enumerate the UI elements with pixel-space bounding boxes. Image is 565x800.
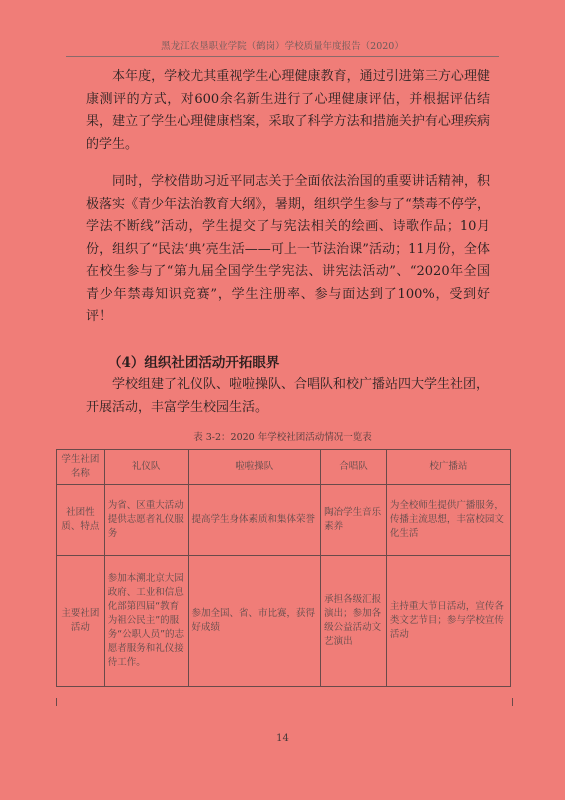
table-cell: 主要社团活动 (57, 556, 105, 687)
section-heading: （4）组织社团活动开拓眼界 (108, 355, 280, 371)
table-header-cell: 礼仪队 (104, 450, 188, 485)
table-cell: 主持重大节日活动，宣传各类文艺节目；参与学校宣传活动 (386, 556, 510, 687)
table-continuation (56, 698, 513, 706)
table-header-cell: 合唱队 (321, 450, 387, 485)
table-cell: 为全校师生提供广播服务，传播主流思想，丰富校园文化生活 (386, 485, 510, 556)
table-header-cell: 学生社团名称 (57, 450, 105, 485)
body-paragraph-3 (86, 374, 490, 419)
paragraph-text: 本年度，学校尤其重视学生心理健康教育，通过引进第三方心理健康测评的方式，对600余名新生进行了心理健康评估，并根据评估结果，建立了学生心理健康档案，采取了科学方法和措施关护有心理疾病的学生。 (86, 69, 490, 152)
body-paragraph-2 (86, 171, 490, 329)
paragraph-text: 学校组建了礼仪队、啦啦操队、合唱队和校广播站四大学生社团，开展活动，丰富学生校园生活。 (86, 377, 490, 415)
table-cell: 陶冶学生音乐素养 (321, 485, 387, 556)
page-header: 黑龙江农垦职业学院（鹤岗）学校质量年度报告（2020） (66, 38, 499, 57)
clubs-table (56, 449, 511, 687)
table-cell: 社团性质、特点 (57, 485, 105, 556)
table-row (57, 485, 511, 556)
table-cell: 为省、区重大活动提供志愿者礼仪服务 (104, 485, 188, 556)
table-cell: 参加本溯北京大园政府、工业和信息化部第四届“教育为祖公民主”的服务“公职人员”的志愿者服务和礼仪接待工作。 (104, 556, 188, 687)
table-header-row (57, 450, 511, 485)
page-number: 14 (276, 733, 289, 744)
table-header-cell: 啦啦操队 (188, 450, 321, 485)
table-cell: 提高学生身体素质和集体荣誉 (188, 485, 321, 556)
table-cell: 参加全国、省、市比赛，获得好成绩 (188, 556, 321, 687)
body-paragraph-1 (86, 66, 490, 156)
paragraph-text: 同时，学校借助习近平同志关于全面依法治国的重要讲话精神，积极落实《青少年法治教育大纲》，暑期，组织学生参与了“禁毒不停学，学法不断线”活动，学生提交了与宪法相关的绘画、诗歌作品；10月份，组织了“民法‘典’亮生活——可上一节法治课”活动；11月份，全体在校生参与了“第九届全国学生学宪法、讲宪法活动”、“2020年全国青少年禁毒知识竞赛”，学生注册率、参与面达到了100%，受到好评！ (86, 174, 490, 324)
table-cell: 承担各级汇报演出；参加各级公益活动文艺演出 (321, 556, 387, 687)
table-caption: 表 3-2：2020 年学校社团活动情况一览表 (193, 432, 372, 443)
table-header-cell: 校广播站 (386, 450, 510, 485)
table-row (57, 556, 511, 687)
